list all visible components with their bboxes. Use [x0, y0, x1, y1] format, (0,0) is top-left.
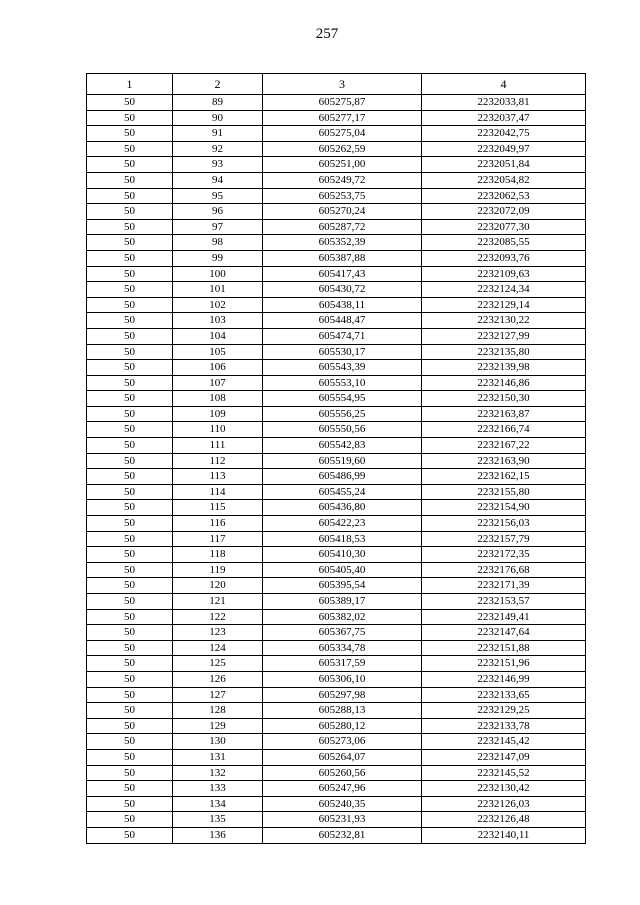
table-cell-col-1: 50	[87, 671, 173, 687]
table-cell-col-4: 2232155,80	[422, 484, 586, 500]
table-row	[87, 422, 586, 438]
table-cell-col-1: 50	[87, 469, 173, 485]
table-cell-col-1: 50	[87, 297, 173, 313]
table-cell-col-2: 135	[173, 812, 263, 828]
table-row	[87, 313, 586, 329]
table-cell-col-4: 2232085,55	[422, 235, 586, 251]
table-row	[87, 578, 586, 594]
table-cell-col-2: 123	[173, 625, 263, 641]
column-header-1: 1	[87, 74, 173, 95]
table-row	[87, 219, 586, 235]
table-cell-col-4: 2232167,22	[422, 438, 586, 454]
table-cell-col-1: 50	[87, 126, 173, 142]
table-cell-col-4: 2232129,14	[422, 297, 586, 313]
table-cell-col-1: 50	[87, 360, 173, 376]
table-cell-col-3: 605553,10	[263, 375, 422, 391]
table-row	[87, 609, 586, 625]
table-cell-col-2: 132	[173, 765, 263, 781]
table-cell-col-4: 2232033,81	[422, 95, 586, 111]
table-cell-col-2: 92	[173, 141, 263, 157]
table-cell-col-2: 90	[173, 110, 263, 126]
table-cell-col-4: 2232172,35	[422, 547, 586, 563]
table-cell-col-1: 50	[87, 609, 173, 625]
table-row	[87, 188, 586, 204]
table-cell-col-3: 605422,23	[263, 516, 422, 532]
table-cell-col-1: 50	[87, 484, 173, 500]
table-cell-col-3: 605280,12	[263, 718, 422, 734]
table-cell-col-3: 605410,30	[263, 547, 422, 563]
table-cell-col-4: 2232162,15	[422, 469, 586, 485]
table-cell-col-1: 50	[87, 391, 173, 407]
table-cell-col-2: 109	[173, 406, 263, 422]
table-cell-col-4: 2232147,09	[422, 749, 586, 765]
table-row	[87, 157, 586, 173]
table-cell-col-1: 50	[87, 313, 173, 329]
table-cell-col-4: 2232151,96	[422, 656, 586, 672]
table-cell-col-4: 2232126,48	[422, 812, 586, 828]
table-cell-col-1: 50	[87, 204, 173, 220]
table-cell-col-1: 50	[87, 703, 173, 719]
table-cell-col-2: 126	[173, 671, 263, 687]
table-cell-col-2: 122	[173, 609, 263, 625]
table-cell-col-2: 129	[173, 718, 263, 734]
table-cell-col-1: 50	[87, 687, 173, 703]
table-row	[87, 594, 586, 610]
table-row	[87, 765, 586, 781]
table-row	[87, 469, 586, 485]
table-cell-col-2: 100	[173, 266, 263, 282]
table-row	[87, 328, 586, 344]
table-cell-col-3: 605317,59	[263, 656, 422, 672]
table-cell-col-3: 605395,54	[263, 578, 422, 594]
table-cell-col-3: 605455,24	[263, 484, 422, 500]
table-cell-col-2: 133	[173, 781, 263, 797]
table-cell-col-1: 50	[87, 328, 173, 344]
table-cell-col-2: 111	[173, 438, 263, 454]
table-cell-col-2: 101	[173, 282, 263, 298]
table-cell-col-1: 50	[87, 219, 173, 235]
table-cell-col-3: 605260,56	[263, 765, 422, 781]
table-cell-col-1: 50	[87, 765, 173, 781]
table-row	[87, 812, 586, 828]
table-cell-col-2: 108	[173, 391, 263, 407]
table-cell-col-2: 93	[173, 157, 263, 173]
table-row	[87, 297, 586, 313]
table-cell-col-3: 605297,98	[263, 687, 422, 703]
table-row	[87, 484, 586, 500]
table-cell-col-3: 605530,17	[263, 344, 422, 360]
table-cell-col-3: 605253,75	[263, 188, 422, 204]
table-cell-col-3: 605231,93	[263, 812, 422, 828]
table-row	[87, 625, 586, 641]
table-cell-col-3: 605554,95	[263, 391, 422, 407]
table-cell-col-3: 605543,39	[263, 360, 422, 376]
table-cell-col-2: 94	[173, 172, 263, 188]
table-cell-col-2: 134	[173, 796, 263, 812]
table-cell-col-4: 2232093,76	[422, 250, 586, 266]
table-cell-col-2: 98	[173, 235, 263, 251]
table-cell-col-4: 2232163,87	[422, 406, 586, 422]
table-cell-col-3: 605277,17	[263, 110, 422, 126]
table-cell-col-3: 605275,87	[263, 95, 422, 111]
table-cell-col-1: 50	[87, 157, 173, 173]
table-cell-col-4: 2232145,52	[422, 765, 586, 781]
table-cell-col-2: 99	[173, 250, 263, 266]
table-cell-col-2: 125	[173, 656, 263, 672]
table-cell-col-3: 605306,10	[263, 671, 422, 687]
table-row	[87, 687, 586, 703]
table-cell-col-2: 124	[173, 640, 263, 656]
table-cell-col-1: 50	[87, 250, 173, 266]
table-cell-col-3: 605275,04	[263, 126, 422, 142]
table-cell-col-4: 2232156,03	[422, 516, 586, 532]
table-row	[87, 110, 586, 126]
table-row	[87, 827, 586, 843]
table-cell-col-4: 2232150,30	[422, 391, 586, 407]
table-cell-col-4: 2232127,99	[422, 328, 586, 344]
table-cell-col-4: 2232149,41	[422, 609, 586, 625]
table-cell-col-4: 2232145,42	[422, 734, 586, 750]
coordinates-table	[86, 73, 586, 844]
table-cell-col-4: 2232154,90	[422, 500, 586, 516]
table-cell-col-3: 605273,06	[263, 734, 422, 750]
page-number: 257	[315, 26, 339, 42]
table-cell-col-3: 605382,02	[263, 609, 422, 625]
table-cell-col-1: 50	[87, 375, 173, 391]
table-cell-col-2: 107	[173, 375, 263, 391]
table-cell-col-1: 50	[87, 734, 173, 750]
table-cell-col-4: 2232037,47	[422, 110, 586, 126]
table-row	[87, 547, 586, 563]
table-cell-col-4: 2232146,99	[422, 671, 586, 687]
table-cell-col-2: 97	[173, 219, 263, 235]
table-cell-col-3: 605486,99	[263, 469, 422, 485]
table-cell-col-1: 50	[87, 516, 173, 532]
table-cell-col-4: 2232042,75	[422, 126, 586, 142]
table-cell-col-4: 2232130,42	[422, 781, 586, 797]
table-row	[87, 438, 586, 454]
table-cell-col-2: 89	[173, 95, 263, 111]
table-cell-col-1: 50	[87, 110, 173, 126]
table-cell-col-4: 2232151,88	[422, 640, 586, 656]
table-cell-col-4: 2232109,63	[422, 266, 586, 282]
table-cell-col-1: 50	[87, 141, 173, 157]
table-cell-col-2: 115	[173, 500, 263, 516]
table-cell-col-3: 605240,35	[263, 796, 422, 812]
table-cell-col-4: 2232166,74	[422, 422, 586, 438]
table-cell-col-2: 114	[173, 484, 263, 500]
table-cell-col-2: 131	[173, 749, 263, 765]
table-cell-col-3: 605519,60	[263, 453, 422, 469]
table-cell-col-2: 110	[173, 422, 263, 438]
table-row	[87, 282, 586, 298]
table-cell-col-1: 50	[87, 781, 173, 797]
table-cell-col-3: 605232,81	[263, 827, 422, 843]
table-cell-col-3: 605556,25	[263, 406, 422, 422]
table-cell-col-3: 605288,13	[263, 703, 422, 719]
table-cell-col-2: 128	[173, 703, 263, 719]
table-cell-col-2: 117	[173, 531, 263, 547]
table-cell-col-2: 118	[173, 547, 263, 563]
table-cell-col-4: 2232157,79	[422, 531, 586, 547]
table-header	[87, 74, 586, 95]
table-row	[87, 126, 586, 142]
table-cell-col-1: 50	[87, 640, 173, 656]
table-row	[87, 391, 586, 407]
table-cell-col-4: 2232133,78	[422, 718, 586, 734]
table-cell-col-2: 103	[173, 313, 263, 329]
table-row	[87, 235, 586, 251]
table-cell-col-3: 605417,43	[263, 266, 422, 282]
table-cell-col-1: 50	[87, 438, 173, 454]
table-cell-col-3: 605262,59	[263, 141, 422, 157]
table-cell-col-1: 50	[87, 266, 173, 282]
table-cell-col-4: 2232135,80	[422, 344, 586, 360]
table-row	[87, 703, 586, 719]
table-cell-col-1: 50	[87, 625, 173, 641]
table-cell-col-4: 2232153,57	[422, 594, 586, 610]
table-cell-col-1: 50	[87, 344, 173, 360]
table-cell-col-1: 50	[87, 749, 173, 765]
table-cell-col-1: 50	[87, 796, 173, 812]
table-row	[87, 141, 586, 157]
table-cell-col-2: 121	[173, 594, 263, 610]
table-cell-col-1: 50	[87, 172, 173, 188]
table-cell-col-4: 2232051,84	[422, 157, 586, 173]
column-header-2: 2	[173, 74, 263, 95]
table-cell-col-3: 605367,75	[263, 625, 422, 641]
table-cell-col-1: 50	[87, 95, 173, 111]
table-cell-col-1: 50	[87, 235, 173, 251]
table-cell-col-3: 605247,96	[263, 781, 422, 797]
table-cell-col-2: 136	[173, 827, 263, 843]
table-cell-col-2: 91	[173, 126, 263, 142]
table-cell-col-1: 50	[87, 812, 173, 828]
table-cell-col-3: 605251,00	[263, 157, 422, 173]
table-row	[87, 500, 586, 516]
table-cell-col-4: 2232171,39	[422, 578, 586, 594]
table-cell-col-4: 2232130,22	[422, 313, 586, 329]
table-row	[87, 656, 586, 672]
table-cell-col-2: 104	[173, 328, 263, 344]
table-cell-col-3: 605249,72	[263, 172, 422, 188]
table-cell-col-4: 2232147,64	[422, 625, 586, 641]
table-cell-col-4: 2232129,25	[422, 703, 586, 719]
table-body	[87, 95, 586, 844]
table-cell-col-1: 50	[87, 827, 173, 843]
table-cell-col-4: 2232133,65	[422, 687, 586, 703]
table-cell-col-3: 605287,72	[263, 219, 422, 235]
table-cell-col-2: 113	[173, 469, 263, 485]
table-cell-col-2: 130	[173, 734, 263, 750]
table-cell-col-2: 120	[173, 578, 263, 594]
table-cell-col-4: 2232126,03	[422, 796, 586, 812]
column-header-4: 4	[422, 74, 586, 95]
table-row	[87, 453, 586, 469]
table-row	[87, 360, 586, 376]
header-row	[87, 74, 586, 95]
table-cell-col-4: 2232077,30	[422, 219, 586, 235]
table-cell-col-4: 2232146,86	[422, 375, 586, 391]
table-cell-col-3: 605436,80	[263, 500, 422, 516]
table-cell-col-1: 50	[87, 718, 173, 734]
table-cell-col-4: 2232163,90	[422, 453, 586, 469]
table-cell-col-1: 50	[87, 531, 173, 547]
table-cell-col-4: 2232049,97	[422, 141, 586, 157]
table-cell-col-3: 605264,07	[263, 749, 422, 765]
table-cell-col-2: 112	[173, 453, 263, 469]
table-row	[87, 640, 586, 656]
table-row	[87, 375, 586, 391]
table-cell-col-1: 50	[87, 422, 173, 438]
table-cell-col-3: 605389,17	[263, 594, 422, 610]
table-cell-col-3: 605448,47	[263, 313, 422, 329]
table-cell-col-3: 605438,11	[263, 297, 422, 313]
table-cell-col-1: 50	[87, 188, 173, 204]
table-cell-col-1: 50	[87, 578, 173, 594]
table-cell-col-3: 605474,71	[263, 328, 422, 344]
table-cell-col-2: 95	[173, 188, 263, 204]
table-cell-col-2: 96	[173, 204, 263, 220]
table-cell-col-2: 119	[173, 562, 263, 578]
table-cell-col-3: 605405,40	[263, 562, 422, 578]
table-cell-col-2: 116	[173, 516, 263, 532]
table-cell-col-1: 50	[87, 500, 173, 516]
table-row	[87, 266, 586, 282]
table-cell-col-3: 605387,88	[263, 250, 422, 266]
table-row	[87, 749, 586, 765]
table-cell-col-2: 127	[173, 687, 263, 703]
table-cell-col-4: 2232072,09	[422, 204, 586, 220]
table-cell-col-4: 2232124,34	[422, 282, 586, 298]
table-cell-col-2: 102	[173, 297, 263, 313]
column-header-3: 3	[263, 74, 422, 95]
table-row	[87, 671, 586, 687]
table-cell-col-3: 605550,56	[263, 422, 422, 438]
table-row	[87, 204, 586, 220]
table-cell-col-4: 2232054,82	[422, 172, 586, 188]
table-cell-col-4: 2232140,11	[422, 827, 586, 843]
table-row	[87, 344, 586, 360]
table-row	[87, 562, 586, 578]
table-row	[87, 172, 586, 188]
table-row	[87, 781, 586, 797]
table-row	[87, 95, 586, 111]
table-cell-col-1: 50	[87, 594, 173, 610]
table-cell-col-1: 50	[87, 656, 173, 672]
table-cell-col-2: 105	[173, 344, 263, 360]
table-cell-col-4: 2232139,98	[422, 360, 586, 376]
table-cell-col-4: 2232176,68	[422, 562, 586, 578]
table-row	[87, 250, 586, 266]
table-row	[87, 531, 586, 547]
table-row	[87, 406, 586, 422]
table-cell-col-1: 50	[87, 406, 173, 422]
table-cell-col-3: 605334,78	[263, 640, 422, 656]
table-row	[87, 718, 586, 734]
table-cell-col-2: 106	[173, 360, 263, 376]
table-cell-col-1: 50	[87, 453, 173, 469]
table-cell-col-1: 50	[87, 282, 173, 298]
table-row	[87, 734, 586, 750]
table-cell-col-4: 2232062,53	[422, 188, 586, 204]
table-row	[87, 796, 586, 812]
table-cell-col-3: 605352,39	[263, 235, 422, 251]
table-cell-col-3: 605418,53	[263, 531, 422, 547]
table-cell-col-1: 50	[87, 547, 173, 563]
table-cell-col-1: 50	[87, 562, 173, 578]
table-row	[87, 516, 586, 532]
table-cell-col-3: 605430,72	[263, 282, 422, 298]
table-cell-col-3: 605542,83	[263, 438, 422, 454]
table-cell-col-3: 605270,24	[263, 204, 422, 220]
